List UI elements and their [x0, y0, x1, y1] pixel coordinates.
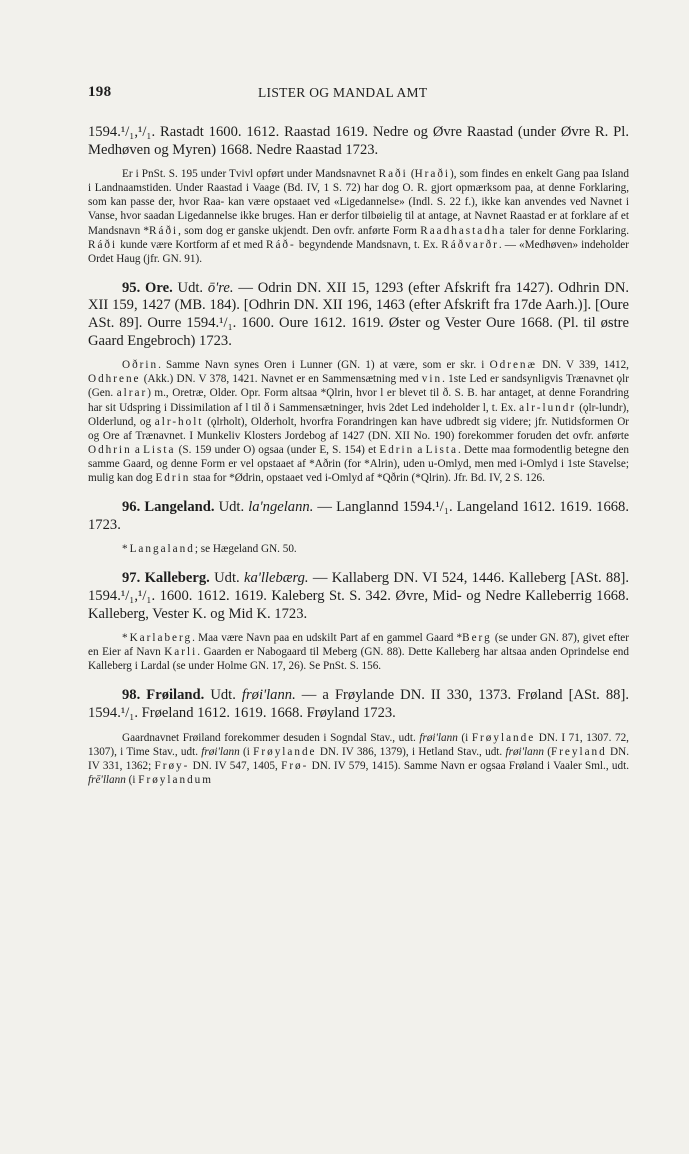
- entry-name: Ore.: [145, 279, 173, 296]
- running-head: [88, 84, 629, 104]
- pronunciation: ka'llebærg.: [243, 570, 309, 587]
- entry-94-forms: 1594.¹/₁,¹/₁. Rastadt 1600. 1612. Raastad 1619. Nedre og Øvre Raastad (under Øvre R. Pl. Medhøven og Myren) 1668. Nedre Raastad 1723.: [88, 124, 629, 158]
- entry-98-note: Gaardnavnet Frøiland forekommer desuden i Sogndal Stav., udt. frøi'lann (i Frøylande DN. I 71, 1307. 72, 1307), i Time Stav., udt. frøi'lann (i Frøylande DN. IV 386, 1379), i Hetland Stav., udt. frøi'lann (Freyland DN. IV 331, 1362; Frøy- DN. IV 547, 1405, Frø- DN. IV 579, 1415). Samme Navn er ogsaa Frøland i Vaaler Sml., udt. frē'llann (i Frøylandum: [88, 731, 630, 786]
- entry-96-langeland: 96. Langeland. Udt. la'ngelann. — Langlannd 1594.¹/₁. Langeland 1612. 1619. 1668. 1723.: [88, 499, 630, 533]
- running-title: LISTER OG MANDAL AMT: [258, 85, 428, 100]
- entry-96-note: *Langaland; se Hægeland GN. 50.: [122, 543, 297, 556]
- entry-95-note: Oðrin. Samme Navn synes Oren i Lunner (GN. 1) at være, som er skr. i Odrenæ DN. V 339, 1412, Odhrene (Akk.) DN. V 378, 1421. Navnet er en Sammensætning med vin. 1ste Led er sandsynligvis Trænavnet ǫlr (Gen. alrar) m., Oretræ, Older. Opr. Form altsaa *Ǫlrin, hvor l er blevet til ð. S. B. har antaget, at denne Forandring har sit Udspring i Dissimilation af l til ð i Sammensætninger, hvis 2det Led indeholder l, t. Ex. alr-lundr (ǫlr-lundr), Olderlund, og alr-holt (ǫlrholt), Olderholt, hvorfra Forandringen kan have udbredt sig videre; jfr. Nutidsformen Or og Ore af Trænavnet. I Munkeliv Klosters Jordebog af 1427 (DN. XII No. 190) forekommer foruden det ovfr. anførte Odhrin a Lista (S. 159 under O) ogsaa (under E, S. 154) et Edrin a Lista. Dette maa formodentlig betegne den samme Gaard, og denne Form er vel opstaaet af *Aðrin (for *Alrin), uden u-Omlyd, men med i-Omlyd i 1ste Stavelse; mulig kan dog Edrin staa for *Ødrin, opstaaet ved i-Omlyd af *Qðrin (*Qlrin). Jfr. Bd. IV, 2 S. 126.: [88, 359, 630, 484]
- pronunciation: la'ngelann.: [248, 499, 314, 516]
- entry-97-kalleberg: 97. Kalleberg. Udt. ka'llebærg. — Kallaberg DN. VI 524, 1446. Kalleberg [ASt. 88]. 1594.¹/₁,¹/₁. 1600. 1612. 1619. Kaleberg St. S. 342. Øvre, Mid- og Nedre Kalleberrig 1668. Kalleberg, Vester K. og Mid K. 1723.: [88, 570, 630, 622]
- entry-95-ore: 95. Ore. Udt. ō're. — Odrin DN. XII 15, 1293 (efter Afskrift fra 1427). Odhrin DN. XII 159, 1427 (MB. 184). [Odhrin DN. XII 196, 1463 (efter Afskrift fra 17de Aarh.)]. [Oure ASt. 89]. Ourre 1594.¹/₁. 1600. Oure 1612. 1619. Øster og Vester Oure 1668. (Pl. til østre Gaard Engebroch) 1723.: [88, 279, 630, 349]
- pronunciation: ō're.: [207, 279, 234, 296]
- entry-number: 95.: [122, 279, 141, 296]
- entry-number: 98.: [122, 687, 141, 704]
- entry-98-froiland: 98. Frøiland. Udt. frøi'lann. — a Frøylande DN. II 330, 1373. Frøland [ASt. 88]. 1594.¹/₁. Frøeland 1612. 1619. 1668. Frøyland 1723.: [88, 687, 629, 721]
- entry-94-note: Er i PnSt. S. 195 under Tvivl opført under Mandsnavnet Raði (Hraði), som findes en enkelt Gang paa Island i Landnaamstiden. Under Raastad i Vaage (Bd. IV, 1 S. 72) har dog O. R. gjort opmærksom paa, at denne Forklaring, som kan passe der, hvor Raa- kan være opstaaet ved «Ligedannelse» (Indl. S. 22 f.), ikke kan anvendes ved Navnet i Vanse, hvor saadan Ligedannelse ikke bruges. Han er derfor tilbøielig til at antage, at Navnet Raastad er at forklare af et Mandsnavn *Ráði, som dog er ganske ukjendt. Den ovfr. anførte Form Raadhastadha taler for denne Forklaring. Ráði kunde være Kortform af et med Ráð- begyndende Mandsnavn, t. Ex. Ráðvarðr. — «Medhøven» indeholder Ordet Haug (jfr. GN. 91).: [88, 168, 629, 265]
- entry-number: 97.: [122, 570, 141, 587]
- entry-97-note: *Karlaberg. Maa være Navn paa en udskilt Part af en gammel Gaard *Berg (se under GN. 87), givet efter en Eier af Navn Karli. Gaarden er Nabogaard til Meberg (GN. 88). Dette Kalleberg har altsaa anden Oprindelse end Kalleberg i Lardal (se under Holme GN. 17, 26). Se PnSt. S. 156.: [88, 632, 629, 673]
- entry-name: Kalleberg.: [144, 570, 210, 587]
- page-number: 198: [88, 84, 112, 100]
- entry-name: Langeland.: [144, 499, 215, 516]
- entry-number: 96.: [122, 499, 141, 516]
- entry-name: Frøiland.: [146, 687, 205, 704]
- page-body: [88, 124, 629, 787]
- pronunciation: frøi'lann.: [241, 687, 296, 704]
